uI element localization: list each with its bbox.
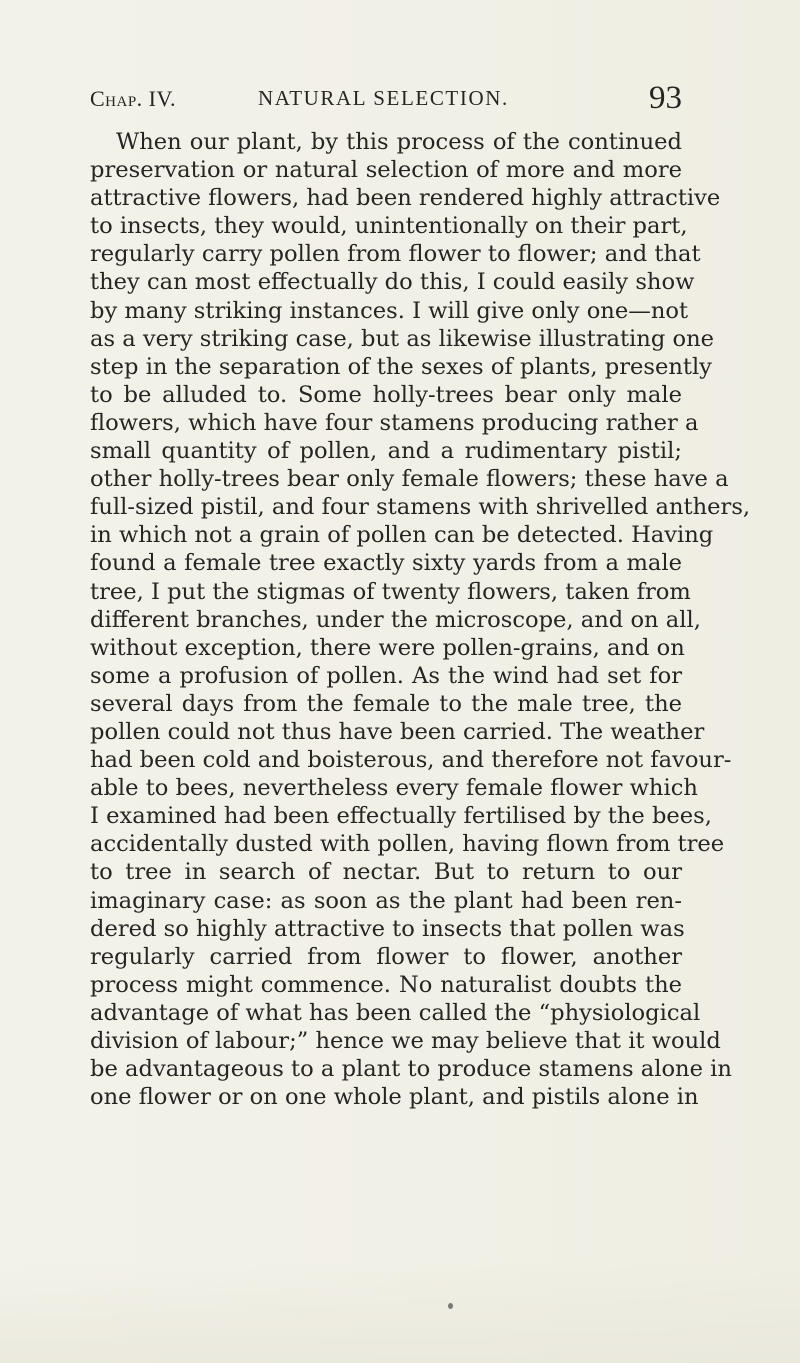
page-edge-shadow bbox=[0, 1262, 800, 1363]
text-line: other holly-trees bear only female flowers; these have a bbox=[90, 466, 729, 493]
text-line: imaginary case: as soon as the plant had been ren- bbox=[90, 887, 682, 914]
chapter-label: Chap. IV. bbox=[90, 86, 177, 111]
text-line: to be alluded to. Some holly-trees bear only male bbox=[90, 381, 682, 408]
text-line: preservation or natural selection of more and more bbox=[90, 157, 682, 184]
text-line: one flower or on one whole plant, and pistils alone in bbox=[90, 1084, 699, 1111]
body-text bbox=[90, 128, 751, 1111]
text-line: tree, I put the stigmas of twenty flowers, taken from bbox=[90, 578, 691, 605]
page-number: 93 bbox=[649, 80, 682, 116]
text-line: attractive flowers, had been rendered highly attractive bbox=[90, 185, 721, 212]
text-line: full-sized pistil, and four stamens with shrivelled anthers, bbox=[90, 494, 751, 521]
text-line: to tree in search of nectar. But to return to our bbox=[90, 859, 682, 886]
text-line: without exception, there were pollen-grains, and on bbox=[90, 634, 685, 661]
text-line: process might commence. No naturalist doubts the bbox=[90, 971, 682, 998]
text-line: by many striking instances. I will give only one—not bbox=[90, 297, 689, 324]
text-line: flowers, which have four stamens producing rather a bbox=[90, 409, 699, 436]
text-line: dered so highly attractive to insects that pollen was bbox=[90, 915, 685, 942]
text-line: found a female tree exactly sixty yards from a male bbox=[90, 550, 682, 577]
text-line: advantage of what has been called the “physiological bbox=[90, 999, 701, 1026]
text-line: had been cold and boisterous, and therefore not favour- bbox=[90, 747, 732, 774]
page-header bbox=[90, 80, 682, 120]
text-line: able to bees, nevertheless every female flower which bbox=[90, 775, 698, 802]
text-line: different branches, under the microscope, and on all, bbox=[90, 606, 701, 633]
text-line: When our plant, by this process of the continued bbox=[116, 129, 682, 155]
text-line: in which not a grain of pollen can be detected. Having bbox=[90, 522, 714, 549]
text-line: they can most effectually do this, I could easily show bbox=[90, 269, 695, 296]
text-line: be advantageous to a plant to produce stamens alone in bbox=[90, 1056, 732, 1083]
text-line: step in the separation of the sexes of plants, presently bbox=[90, 353, 712, 380]
text-line: pollen could not thus have been carried. The weather bbox=[90, 718, 705, 745]
text-line: some a profusion of pollen. As the wind had set for bbox=[90, 662, 682, 689]
text-line: as a very striking case, but as likewise illustrating one bbox=[90, 325, 714, 352]
text-line: regularly carried from flower to flower, another bbox=[90, 943, 682, 970]
text-line: to insects, they would, unintentionally on their part, bbox=[90, 213, 688, 240]
text-line: accidentally dusted with pollen, having flown from tree bbox=[90, 831, 725, 858]
text-line: division of labour;” hence we may believe that it would bbox=[90, 1028, 721, 1054]
text-line: regularly carry pollen from flower to flower; and that bbox=[90, 241, 701, 268]
running-title: NATURAL SELECTION. bbox=[258, 86, 509, 110]
text-line: several days from the female to the male tree, the bbox=[90, 690, 682, 717]
text-line: I examined had been effectually fertilised by the bees, bbox=[90, 803, 712, 830]
text-line: small quantity of pollen, and a rudimentary pistil; bbox=[90, 438, 682, 465]
